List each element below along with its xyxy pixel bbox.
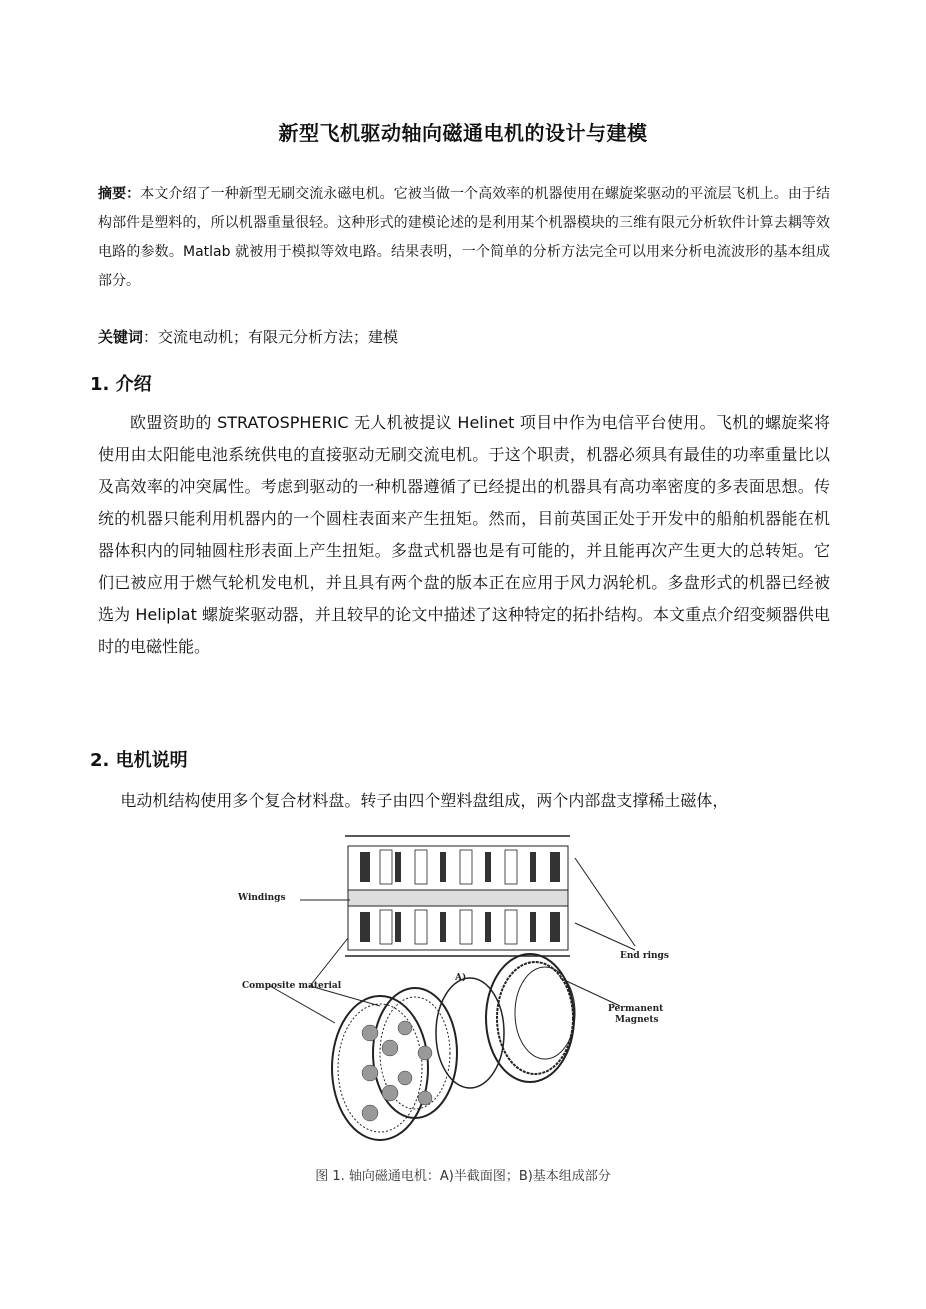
label-windings: Windings — [238, 893, 286, 903]
label-part-a: A) — [455, 973, 467, 983]
section-paragraph-motor: 电动机结构使用多个复合材料盘。转子由四个塑料盘组成，两个内部盘支撑稀土磁体， — [120, 791, 729, 810]
label-permanent: Permanent — [608, 1004, 664, 1014]
label-magnets: Magnets — [615, 1015, 659, 1025]
figure-caption: 图 1. 轴向磁通电机：A)半截面图；B)基本组成部分 — [315, 1169, 611, 1184]
figure-motor-diagram — [230, 828, 700, 1148]
label-composite-material: Composite material — [242, 981, 342, 991]
exploded-view-drawing — [332, 954, 575, 1140]
label-end-rings: End rings — [620, 951, 669, 961]
section-paragraph-intro: 欧盟资助的 STRATOSPHERIC 无人机被提议 Helinet 项目中作为电信平台使用。飞机的螺旋桨将使用由太阳能电池系统供电的直接驱动无刷交流电机。于这个职责，机器必须具有最佳的功率重量比以及高效率的冲突属性。考虑到驱动的一种机器遵循了已经提出的机器具有高功率密度的多表面思想。传统的机器只能利用机器内的一个圆柱表面来产生扭矩。然而，目前英国正处于开发中的船舶机器能在机器体积内的同轴圆柱形表面上产生扭矩。多盘式机器也是有可能的，并且能再次产生更大的总转矩。它们已被应用于燃气轮机发电机，并且具有两个盘的版本正在应用于风力涡轮机。多盘形式的机器已经被选为 Heliplat 螺旋桨驱动器，并且较早的论文中描述了这种特定的拓扑结构。本文重点介绍变频器供电时的电磁性能。 — [98, 413, 830, 656]
half-section-drawing — [345, 836, 570, 956]
section-heading-motor: 2. 电机说明 — [90, 750, 188, 771]
paper-title: 新型飞机驱动轴向磁通电机的设计与建模 — [278, 121, 648, 145]
keywords — [98, 326, 398, 347]
abstract — [98, 180, 830, 296]
keywords-text: ：交流电动机；有限元分析方法；建模 — [143, 328, 399, 346]
section-heading-intro: 1. 介绍 — [90, 374, 152, 395]
keywords-label: 关键词 — [98, 328, 144, 346]
callout-arrows — [270, 858, 635, 1023]
abstract-label: 摘要： — [98, 186, 141, 202]
abstract-text: 本文介绍了一种新型无刷交流永磁电机。它被当做一个高效率的机器使用在螺旋桨驱动的平流层飞机上。由于结构部件是塑料的，所以机器重量很轻。这种形式的建模论述的是利用某个机器模块的三维有限元分析软件计算去耦等效电路的参数。Matlab 就被用于模拟等效电路。结果表明，一个简单的分析方法完全可以用来分析电流波形的基本组成部分。 — [98, 186, 831, 289]
